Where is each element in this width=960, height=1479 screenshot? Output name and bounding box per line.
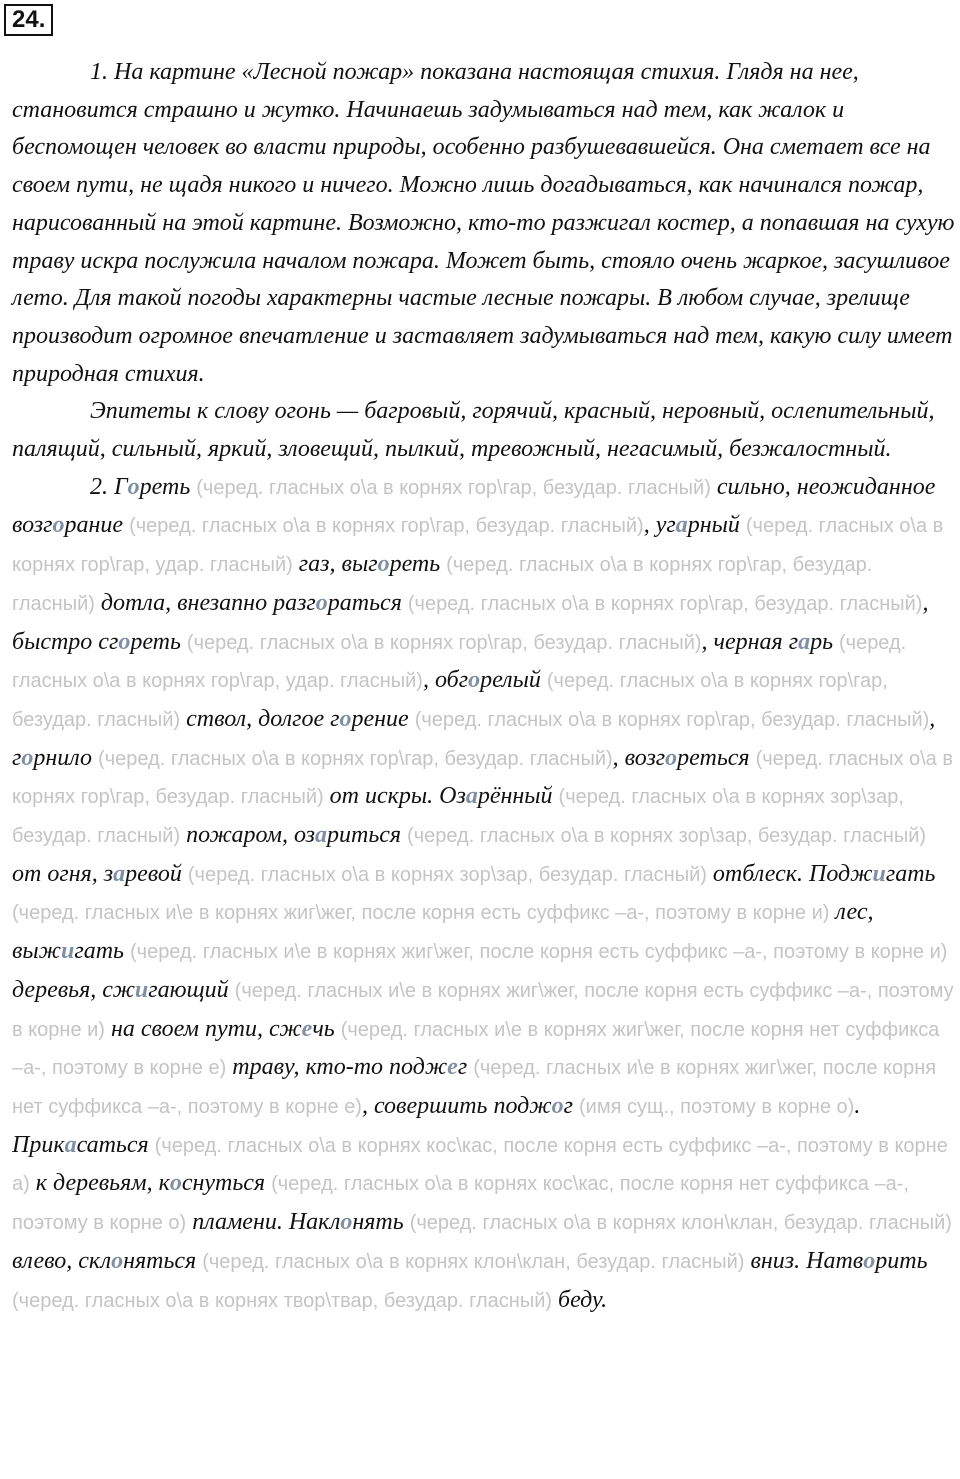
exercise-text: раться xyxy=(327,589,408,616)
exercise-text: дотла, внезапно разг xyxy=(94,589,316,616)
grammar-note: (черед. гласных и\е в корнях жиг\жег, после корня нет суффикса –а-, поэтому в корне е) xyxy=(12,1018,940,1080)
highlighted-vowel: и xyxy=(61,938,75,965)
grammar-note: (черед. гласных о\а в корнях гор\гар, безудар. гласный) xyxy=(12,670,888,731)
exercise-text: сильно, неожиданное возг xyxy=(12,473,936,539)
highlighted-vowel: о xyxy=(665,744,678,771)
grammar-note: (черед. гласных о\а в корнях гор\гар, безудар. гласный) xyxy=(407,592,923,615)
exercise-text: снуться xyxy=(181,1170,272,1197)
exercise-text: траву, кто-то подж xyxy=(226,1054,448,1081)
exercise-paragraph xyxy=(12,469,956,1320)
grammar-note: (черед. гласных о\а в корнях гор\гар, безудар. гласный) xyxy=(186,631,702,654)
highlighted-vowel: а xyxy=(798,628,811,655)
grammar-note: (черед. гласных о\а в корнях гор\гар, безудар. гласный) xyxy=(196,476,711,499)
exercise-text: рить xyxy=(875,1247,928,1274)
exercise-text: чь xyxy=(312,1015,341,1042)
exercise-text: релый xyxy=(480,667,547,694)
exercise-text: риться xyxy=(326,822,408,849)
exercise-text: , возг xyxy=(612,744,666,771)
highlighted-vowel: о xyxy=(118,628,131,655)
highlighted-vowel: о xyxy=(468,667,481,694)
highlighted-vowel: е xyxy=(301,1015,313,1042)
grammar-note: (черед. гласных о\а в корнях клон\клан, безудар. гласный) xyxy=(202,1250,745,1273)
exercise-text: . Прик xyxy=(12,1092,861,1158)
grammar-note: (черед. гласных о\а в корнях гор\гар, удар. гласный) xyxy=(12,631,907,693)
epithets-paragraph: Эпитеты к слову огонь — багровый, горячий, красный, неровный, ослепительный, палящий, сильный, яркий, зловещий, пылкий, тревожный, негасимый, безжалостный. xyxy=(12,398,935,463)
exercise-text: г xyxy=(457,1054,474,1081)
grammar-note: (черед. гласных о\а в корнях гор\гар, удар. гласный) xyxy=(12,515,944,577)
exercise-text: гающий xyxy=(148,976,235,1003)
grammar-note: (черед. гласных о\а в корнях гор\гар, безудар. гласный) xyxy=(12,554,873,615)
highlighted-vowel: о xyxy=(127,473,140,500)
highlighted-vowel: о xyxy=(111,1247,124,1274)
exercise-text: к деревьям, к xyxy=(29,1170,170,1197)
exercise-text: рь xyxy=(810,628,839,655)
highlighted-vowel: а xyxy=(314,822,327,849)
highlighted-vowel: о xyxy=(169,1170,182,1197)
exercise-text: , г xyxy=(12,705,936,771)
exercise-text: рённый xyxy=(477,783,559,810)
exercise-text: нять xyxy=(352,1209,410,1236)
exercise-text: ревой xyxy=(125,860,188,887)
highlighted-vowel: а xyxy=(64,1131,77,1158)
grammar-note: (имя сущ., поэтому в корне о) xyxy=(579,1095,855,1118)
exercise-text: рный xyxy=(687,512,746,539)
exercise-text: беду. xyxy=(552,1286,608,1313)
exercise-text: влево, скл xyxy=(12,1247,112,1274)
exercise-text: рание xyxy=(64,512,130,539)
highlighted-vowel: а xyxy=(675,512,688,539)
grammar-note: (черед. гласных о\а в корнях кос\кас, после корня нет суффикса –а-, поэтому в корне о) xyxy=(12,1173,909,1235)
exercise-text: , черная г xyxy=(701,628,799,655)
grammar-note: (черед. гласных о\а в корнях гор\гар, безудар. гласный) xyxy=(129,515,644,538)
exercise-text: пламени. Накл xyxy=(186,1209,341,1236)
task-number: 24. xyxy=(4,4,53,36)
exercise-text: пожаром, оз xyxy=(180,822,315,849)
essay-paragraph: 1. На картине «Лесной пожар» показана настоящая стихия. Глядя на нее, становится страшно и жутко. Начинаешь задумываться над тем, как жалок и беспомощен человек во власти природы, особенно разбушевавшейся. Она сметает все на своем пути, не щадя никого и ничего. Можно лишь догадываться, как начинался пожар, нарисованный на этой картине. Возможно, кто-то разжигал костер, а попавшая на сухую траву искра послужила началом пожара. Может быть, стояло очень жаркое, засушливое лето. Для такой погоды характерны частые лесные пожары. В любом случае, зрелище производит огромное впечатление и заставляет задумываться над тем, какую силу имеет природная стихия. xyxy=(12,59,955,387)
exercise-text: вниз. Натв xyxy=(744,1247,864,1274)
highlighted-vowel: и xyxy=(872,860,886,887)
exercise-text: гать xyxy=(885,860,936,887)
exercise-text: , уг xyxy=(643,512,676,539)
exercise-text: , обг xyxy=(422,667,469,694)
grammar-note: (черед. гласных о\а в корнях гор\гар, безудар. гласный) xyxy=(98,747,613,770)
highlighted-vowel: о xyxy=(377,551,390,578)
grammar-note: (черед. гласных о\а в корнях зор\зар, безудар. гласный) xyxy=(407,825,927,848)
highlighted-vowel: о xyxy=(315,589,328,616)
exercise-text: отблеск. Подж xyxy=(706,860,873,887)
document-body xyxy=(12,54,956,1320)
grammar-note: (черед. гласных и\е в корнях жиг\жег, после корня есть суффикс –а-, поэтому в корне и) xyxy=(12,902,830,925)
grammar-note: (черед. гласных о\а в корнях клон\клан, безудар. гласный) xyxy=(409,1212,952,1235)
exercise-text: рнило xyxy=(33,744,99,771)
exercise-text: саться xyxy=(76,1131,155,1158)
exercise-text: гать xyxy=(74,938,130,965)
highlighted-vowel: о xyxy=(52,512,65,539)
exercise-text: рение xyxy=(351,705,415,732)
exercise-text: деревья, сж xyxy=(12,976,135,1003)
grammar-note: (черед. гласных о\а в корнях зор\зар, безудар. гласный) xyxy=(187,863,707,886)
highlighted-vowel: о xyxy=(340,1209,353,1236)
highlighted-vowel: е xyxy=(447,1054,458,1081)
exercise-text: , совершить подж xyxy=(361,1092,552,1119)
highlighted-vowel: и xyxy=(134,976,149,1003)
exercise-text: 2. Г xyxy=(90,473,128,500)
exercise-text: реть xyxy=(130,628,187,655)
highlighted-vowel: о xyxy=(339,705,352,732)
exercise-text: на своем пути, сж xyxy=(104,1015,302,1042)
grammar-note: (черед. гласных и\е в корнях жиг\жег, после корня нет суффикса –а-, поэтому в корне е) xyxy=(12,1057,937,1118)
grammar-note: (черед. гласных и\е в корнях жиг\жег, после корня есть суффикс –а-, поэтому в корне и) xyxy=(12,979,954,1041)
exercise-text: лес, выж xyxy=(12,899,874,965)
highlighted-vowel: о xyxy=(863,1247,876,1274)
highlighted-vowel: а xyxy=(465,783,478,810)
grammar-note: (черед. гласных о\а в корнях кос\кас, после корня есть суффикс –а-, поэтому в корне а) xyxy=(12,1134,948,1196)
exercise-text: реться xyxy=(677,744,756,771)
grammar-note: (черед. гласных о\а в корнях зор\зар, безудар. гласный) xyxy=(12,786,904,848)
grammar-note: (черед. гласных о\а в корнях гор\гар, безудар. гласный) xyxy=(12,747,953,809)
grammar-note: (черед. гласных и\е в корнях жиг\жег, после корня есть суффикс –а-, поэтому в корне и) xyxy=(129,941,948,964)
exercise-text: реть xyxy=(139,473,197,500)
highlighted-vowel: о xyxy=(21,744,34,771)
exercise-text: няться xyxy=(123,1247,203,1274)
exercise-text: от огня, з xyxy=(12,860,114,887)
highlighted-vowel: о xyxy=(551,1092,564,1119)
exercise-text: реть xyxy=(389,551,447,578)
exercise-text: от искры. Оз xyxy=(323,783,466,810)
exercise-text: г xyxy=(563,1092,580,1119)
exercise-text: , быстро сг xyxy=(12,589,929,655)
exercise-text: ствол, долгое г xyxy=(180,705,340,732)
grammar-note: (черед. гласных о\а в корнях твор\твар, безудар. гласный) xyxy=(12,1289,553,1312)
highlighted-vowel: а xyxy=(113,860,126,887)
exercise-text: газ, выг xyxy=(292,551,378,578)
grammar-note: (черед. гласных о\а в корнях гор\гар, безудар. гласный) xyxy=(414,708,930,731)
